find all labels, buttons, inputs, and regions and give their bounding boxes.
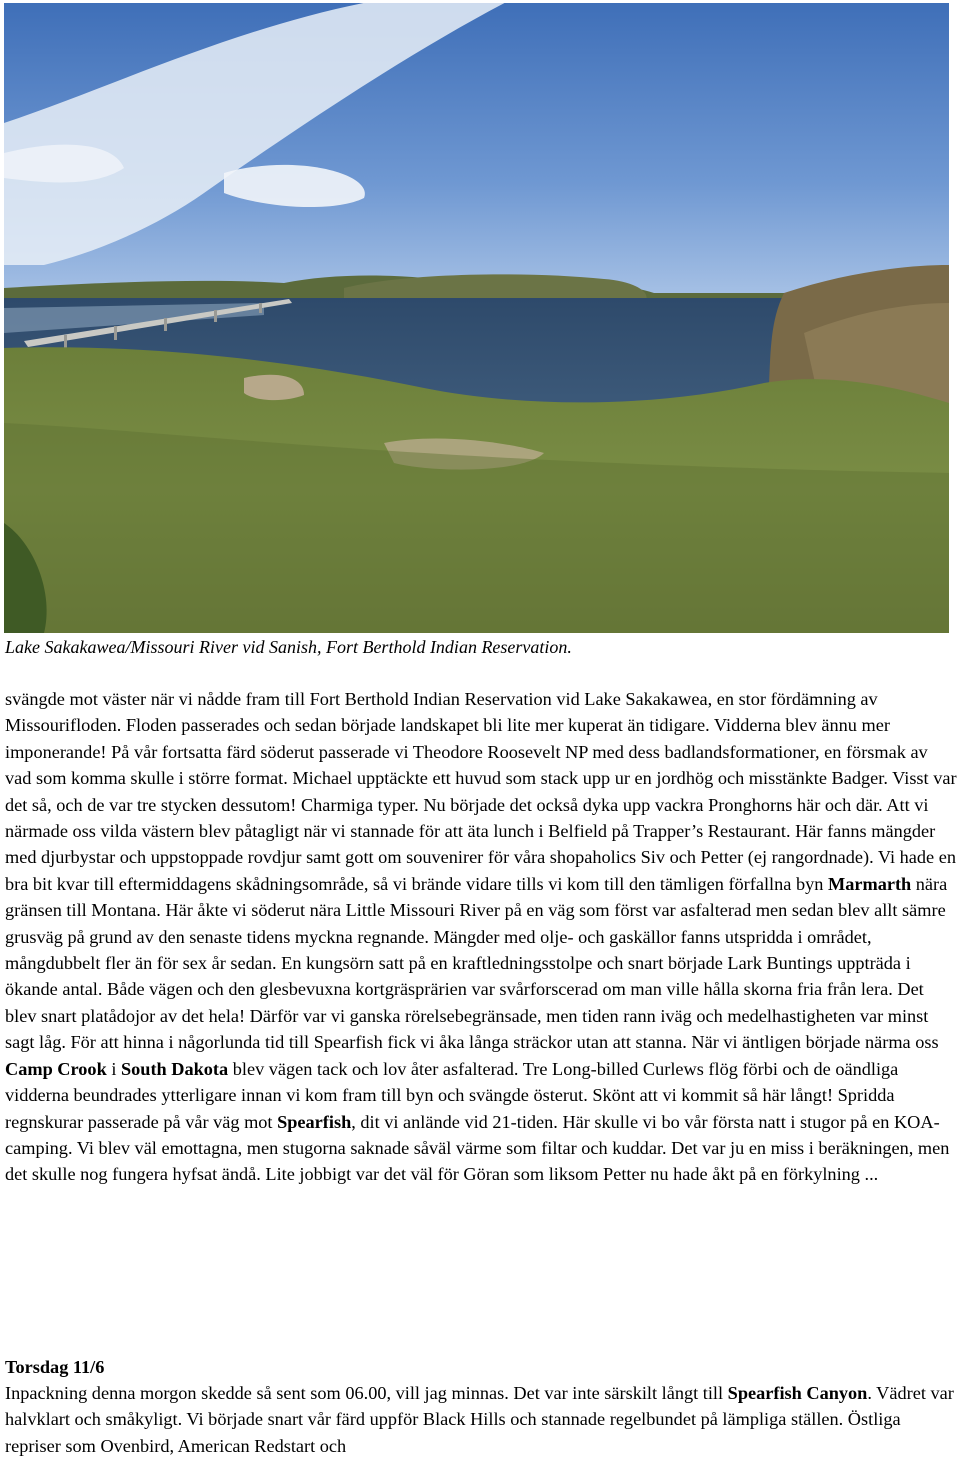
day-heading: Torsdag 11/6 — [5, 1357, 105, 1377]
text-segment: blev vägen tack och lov åter asfalterad. Tre Long-billed Curlews flög förbi och de oändliga vidderna beundrades ytterligare innan vi kom fram till byn och svängde österut. Skönt att vi kommit så här långt! Spridda regnskurar passerade på vår väg mot — [5, 1058, 899, 1132]
text-segment: Inpackning denna morgon skedde så sent som 06.00, vill jag minnas. Det var inte särskilt långt till — [5, 1383, 728, 1403]
landscape-photo — [4, 3, 949, 633]
text-segment: svängde mot väster när vi nådde fram till Fort Berthold Indian Reservation vid Lake Sakakawea, en stor fördämning av Missourifloden. Floden passerades och sedan började landskapet bli lite mer kuperat än tidigare. Vidderna blev ännu mer imponerande! På vår fortsatta färd söderut passerade vi Theodore Roosevelt NP med dess badlandsformationer, en försmak av vad som komma skulle i större format. Michael upptäckte ett huvud som stack upp ur en jordhög och misstänkte Badger. Visst var det så, och de var tre stycken dessutom! Charmiga typer. Nu började det också dyka upp vackra Pronghorns här och där. Att vi närmade oss vilda västern blev påtagligt när vi stannade för att äta lunch i Belfield på Trapper’s Restaurant. Här fanns mängder med djurbystar och uppstoppade rovdjur samt gott om souvenirer för våra shopaholics Siv och Petter (ej rangordnade). Vi hade en bra bit kvar till eftermiddagens skådningsområde, så vi brände vidare tills vi kom till den tämligen förfallna byn — [5, 689, 957, 894]
place-name-spearfish-canyon: Spearfish Canyon — [727, 1383, 868, 1403]
body-paragraph — [5, 686, 957, 1188]
place-name-marmarth: Marmarth — [827, 873, 912, 894]
text-segment: nära gränsen till Montana. Här åkte vi söderut nära Little Missouri River på en väg som först var asfalterad men sedan blev allt sämre grusväg på grund av den senaste tidens myckna regnande. Mängder med olje- och gaskällor fanns utspridda i området, mångdubbelt fler än för sex år sedan. En kungsörn satt på en kraftledningsstolpe och snart började Lark Buntings uppträda i ökande antal. Både vägen och den glesbevuxna kortgräsprärien var svårforscerad om man ville hålla skorna fria från lera. Det blev snart platådojor av det hela! Därför var vi ganska rörelsebegränsade, men tiden rann iväg och medelhastigheten var minst sagt låg. För att hinna i någorlunda tid till Spearfish fick vi åka långa sträckor utan att stanna. När vi äntligen började närma oss — [5, 873, 948, 1053]
text-segment: , dit vi anlände vid 21-tiden. Här skulle vi bo vår första natt i stugor på en KOA-camping. Vi blev väl emottagna, men stugorna saknade såväl värme som filtar och kuddar. Det var ju en miss i beräkningen, men det skulle nog fungera hyfsat ändå. Lite jobbigt var det väl för Göran som liksom Petter nu hade åkt på en förkylning ... — [5, 1111, 950, 1185]
text-segment: i — [106, 1058, 121, 1079]
text-segment: . Vädret var halvklart och småkyligt. Vi började snart vår färd uppför Black Hills och stannade regelbundet på lämpliga ställen. Östliga repriser som Ovenbird, American Redstart och — [5, 1383, 954, 1456]
day-paragraph — [5, 1380, 957, 1459]
lake-landscape-illustration — [4, 3, 949, 633]
place-name-camp-crook: Camp Crook — [5, 1058, 107, 1079]
place-name-south-dakota: South Dakota — [120, 1058, 229, 1079]
photo-caption: Lake Sakakawea/Missouri River vid Sanish, Fort Berthold Indian Reservation. — [5, 637, 572, 657]
place-name-spearfish: Spearfish — [277, 1111, 352, 1132]
